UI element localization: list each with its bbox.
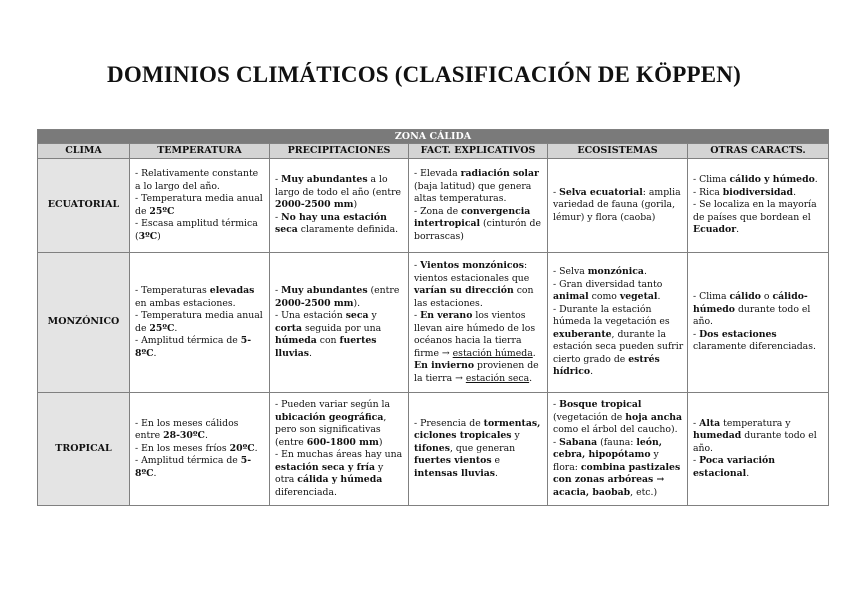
bold-text: húmeda <box>275 335 317 346</box>
bold-text: estación seca y fría <box>275 461 376 473</box>
cell-line <box>553 304 684 379</box>
bold-text: Bosque tropical <box>559 399 642 410</box>
text: claramente diferenciadas. <box>693 341 816 353</box>
column-header: ECOSISTEMAS <box>548 144 688 159</box>
text: los vientos llevan aire húmedo de los océanos hacia la tierra firme → <box>414 310 536 359</box>
text: . <box>793 186 797 198</box>
text: - En muchas áreas hay una <box>275 449 403 460</box>
bold-text: 3ºC <box>138 230 158 242</box>
bold-text: ubicación geográfica <box>275 411 384 423</box>
text: ) <box>378 436 383 448</box>
cell-line <box>135 310 266 335</box>
bold-text: tormentas, ciclones tropicales <box>414 417 541 442</box>
text: - <box>553 436 560 448</box>
text: - Una estación <box>275 310 346 321</box>
bold-text: No hay una estación seca <box>275 211 387 236</box>
climate-name: ECUATORIAL <box>38 159 130 253</box>
bold-text: Muy abundantes <box>281 174 368 186</box>
bold-text: fuertes vientos <box>414 455 492 467</box>
bold-text: 600-1800 mm <box>306 436 379 448</box>
text: - En los meses cálidos entre <box>135 417 239 442</box>
text: seguida por una <box>302 322 382 334</box>
climate-row <box>38 393 829 506</box>
column-header: CLIMA <box>38 144 130 159</box>
zone-header: ZONA CÁLIDA <box>38 130 829 144</box>
text: . <box>495 467 498 479</box>
cell-line <box>414 360 544 385</box>
cell-otras <box>688 159 829 253</box>
text: con las estaciones. <box>414 285 534 309</box>
text: , durante la estación seca pueden sufrir cierto grado de <box>553 328 684 365</box>
page-title: DOMINIOS CLIMÁTICOS (CLASIFICACIÓN DE KÖPPEN) <box>107 62 741 87</box>
bold-text: Poca variación estacional <box>693 455 776 479</box>
text: y <box>368 310 377 321</box>
text: . <box>174 322 178 334</box>
cell-line <box>693 418 825 456</box>
bold-text: estrés hídrico <box>553 353 660 378</box>
bold-text: En invierno <box>414 360 475 371</box>
climate-row <box>38 253 829 393</box>
cell-line <box>693 187 825 200</box>
cell-line <box>135 455 266 480</box>
bold-text: 25ºC <box>149 205 175 217</box>
bold-text: león, cebra, hipopótamo <box>553 436 662 460</box>
text: - <box>275 285 282 296</box>
text: - Escasa amplitud térmica ( <box>135 218 258 242</box>
cell-line <box>414 418 544 481</box>
text: - Relativamente constante a lo largo del año. <box>135 168 259 192</box>
bold-text: biodiversidad <box>722 186 794 198</box>
text: - Amplitud térmica de <box>135 335 241 346</box>
cell-line <box>275 212 405 237</box>
bold-text: monzónica <box>587 266 644 278</box>
bold-text: 2000-2500 mm <box>275 297 354 309</box>
bold-text: Selva ecuatorial <box>559 186 643 198</box>
cell-temperatura <box>130 253 270 393</box>
cell-line <box>275 174 405 212</box>
text: - Amplitud térmica de <box>135 455 241 467</box>
bold-text: Muy abundantes <box>281 285 368 296</box>
cell-line <box>135 285 266 310</box>
cell-precipitaciones <box>270 393 409 506</box>
bold-text: hoja ancha <box>625 411 683 423</box>
text: - <box>693 417 700 429</box>
text: ). <box>353 297 361 309</box>
text: ) <box>353 199 358 211</box>
bold-text: 5-8ºC <box>135 455 252 479</box>
cell-line <box>693 291 825 329</box>
text: - Zona de <box>414 205 462 217</box>
bold-text: cálida y húmeda <box>297 474 383 485</box>
text: (baja latitud) que genera altas temperaturas. <box>414 180 532 204</box>
text: - Rica <box>693 186 723 198</box>
climate-name: TROPICAL <box>38 393 130 506</box>
cell-precipitaciones <box>270 253 409 393</box>
text: - <box>275 174 282 186</box>
text: - <box>414 260 421 271</box>
text: . <box>204 430 208 442</box>
column-headers <box>38 144 829 159</box>
cell-line <box>275 449 405 499</box>
text: . <box>736 224 740 236</box>
bold-text: cálido <box>729 291 761 303</box>
text: - Elevada <box>414 168 461 179</box>
cell-ecosistemas <box>548 159 688 253</box>
text: - Durante la estación húmeda la vegetación es <box>553 303 670 328</box>
bold-text: cálido y húmedo <box>729 174 815 186</box>
text: - <box>275 211 282 223</box>
cell-factores <box>409 159 548 253</box>
text: - Temperaturas <box>135 285 210 296</box>
bold-text: seca <box>345 310 369 321</box>
text: claramente definida. <box>297 224 399 236</box>
bold-text: cálido-húmedo <box>693 291 808 315</box>
text: en ambas estaciones. <box>135 297 236 309</box>
text: y otra <box>275 461 384 485</box>
cell-line <box>693 199 825 237</box>
text: . <box>153 467 157 479</box>
bold-text: tifones <box>414 442 450 454</box>
text: . <box>657 291 661 303</box>
cell-line <box>135 168 266 193</box>
cell-line <box>553 187 684 225</box>
bold-text: Dos estaciones <box>699 328 777 340</box>
text: como el árbol del caucho). <box>553 424 678 435</box>
climate-row <box>38 159 829 253</box>
text: durante todo el año. <box>693 430 817 454</box>
cell-line <box>135 418 266 443</box>
text: - <box>693 455 700 467</box>
cell-line <box>553 266 684 279</box>
column-header: TEMPERATURA <box>130 144 270 159</box>
text: - <box>553 186 560 198</box>
cell-temperatura <box>130 159 270 253</box>
text: . <box>590 366 594 378</box>
cell-temperatura <box>130 393 270 506</box>
text: . <box>746 467 750 479</box>
text: - Clima <box>693 174 730 186</box>
text: con <box>316 335 340 346</box>
text: , etc.) <box>630 486 658 498</box>
cell-line <box>414 168 544 206</box>
text: . <box>309 347 312 359</box>
text: . <box>643 266 647 278</box>
text: (fauna: <box>597 436 637 448</box>
bold-text: corta <box>275 322 303 334</box>
cell-otras <box>688 393 829 506</box>
cell-otras <box>688 253 829 393</box>
cell-ecosistemas <box>548 393 688 506</box>
cell-ecosistemas <box>548 253 688 393</box>
cell-line <box>693 455 825 480</box>
bold-text: En verano <box>420 310 473 321</box>
text: durante todo el año. <box>693 303 811 328</box>
text: : vientos estacionales que <box>414 260 530 284</box>
text: (entre <box>367 285 400 296</box>
cell-line <box>553 437 684 500</box>
text: - Pueden variar según la <box>275 399 391 410</box>
text: : amplia variedad de fauna (gorila, lémur) y flora (caoba) <box>553 186 681 223</box>
bold-text: humedad <box>693 430 742 442</box>
text: - <box>414 310 421 321</box>
climate-table <box>37 129 829 506</box>
cell-line <box>275 285 405 310</box>
text: . <box>254 442 258 454</box>
text: - Presencia de <box>414 417 484 429</box>
cell-line <box>275 399 405 449</box>
text: - <box>553 399 560 410</box>
text: - Temperatura media anual de <box>135 193 263 217</box>
text: ) <box>157 230 161 242</box>
bold-text: exuberante <box>553 328 612 340</box>
text: como <box>588 291 620 303</box>
bold-text: radiación solar <box>460 168 539 179</box>
bold-text: Alta <box>699 417 721 429</box>
bold-text: convergencia intertropical <box>414 205 531 229</box>
text: o <box>760 291 773 303</box>
cell-line <box>553 399 684 437</box>
text: - En los meses fríos <box>135 442 230 454</box>
cell-factores <box>409 393 548 506</box>
cell-line <box>135 193 266 218</box>
bold-text: 25ºC <box>149 322 175 334</box>
text: (vegetación de <box>553 411 626 423</box>
text: . <box>153 347 157 359</box>
cell-line <box>135 443 266 456</box>
bold-text: Sabana <box>559 436 598 448</box>
bold-text: 28-30ºC <box>163 430 205 442</box>
cell-line <box>414 310 544 360</box>
bold-text: varían su dirección <box>414 285 514 296</box>
text: - Se localiza en la mayoría de países que bordean el <box>693 199 817 223</box>
bold-text: Ecuador <box>693 224 737 236</box>
column-header: OTRAS CARACTS. <box>688 144 829 159</box>
cell-line <box>135 218 266 243</box>
text: - Clima <box>693 291 730 303</box>
text: - Temperatura media anual de <box>135 310 263 334</box>
bold-text: 2000-2500 mm <box>275 199 354 211</box>
text: temperatura y <box>720 417 791 429</box>
cell-factores <box>409 253 548 393</box>
text: e <box>491 455 501 467</box>
text: y flora: <box>553 449 659 473</box>
text: - Gran diversidad tanto <box>553 278 663 290</box>
text: y <box>511 430 520 442</box>
bold-text: 5-8ºC <box>135 335 252 359</box>
cell-line <box>414 206 544 244</box>
bold-text: combina pastizales con zonas arbóreas → acacia, baobab <box>553 461 681 498</box>
cell-line <box>135 335 266 360</box>
cell-line <box>414 260 544 310</box>
text: a lo largo de todo el año (entre <box>275 174 402 198</box>
text: - Selva <box>553 266 588 278</box>
climate-name: MONZÓNICO <box>38 253 130 393</box>
bold-text: intensas lluvias <box>414 467 496 479</box>
cell-line <box>693 174 825 187</box>
cell-line <box>553 279 684 304</box>
bold-text: fuertes lluvias <box>275 335 377 359</box>
underlined-text: estación húmeda <box>452 347 533 359</box>
bold-text: Vientos monzónicos <box>420 260 524 271</box>
cell-line <box>275 310 405 360</box>
column-header: PRECIPITACIONES <box>270 144 409 159</box>
cell-line <box>693 329 825 354</box>
text: , que generan <box>449 442 516 454</box>
bold-text: 20ºC <box>229 442 255 454</box>
bold-text: animal <box>553 291 589 303</box>
text: . <box>529 372 533 384</box>
text: - <box>693 328 700 340</box>
text: (cinturón de borrascas) <box>414 218 541 242</box>
text: . <box>814 174 818 186</box>
bold-text: vegetal <box>619 291 658 303</box>
text: provienen de la tierra → <box>414 360 539 384</box>
bold-text: elevadas <box>209 285 255 296</box>
cell-precipitaciones <box>270 159 409 253</box>
text: . <box>532 347 536 359</box>
underlined-text: estación seca <box>465 372 530 384</box>
column-header: FACT. EXPLICATIVOS <box>409 144 548 159</box>
text: , pero son significativas (entre <box>275 411 387 448</box>
text: diferenciada. <box>275 486 337 498</box>
